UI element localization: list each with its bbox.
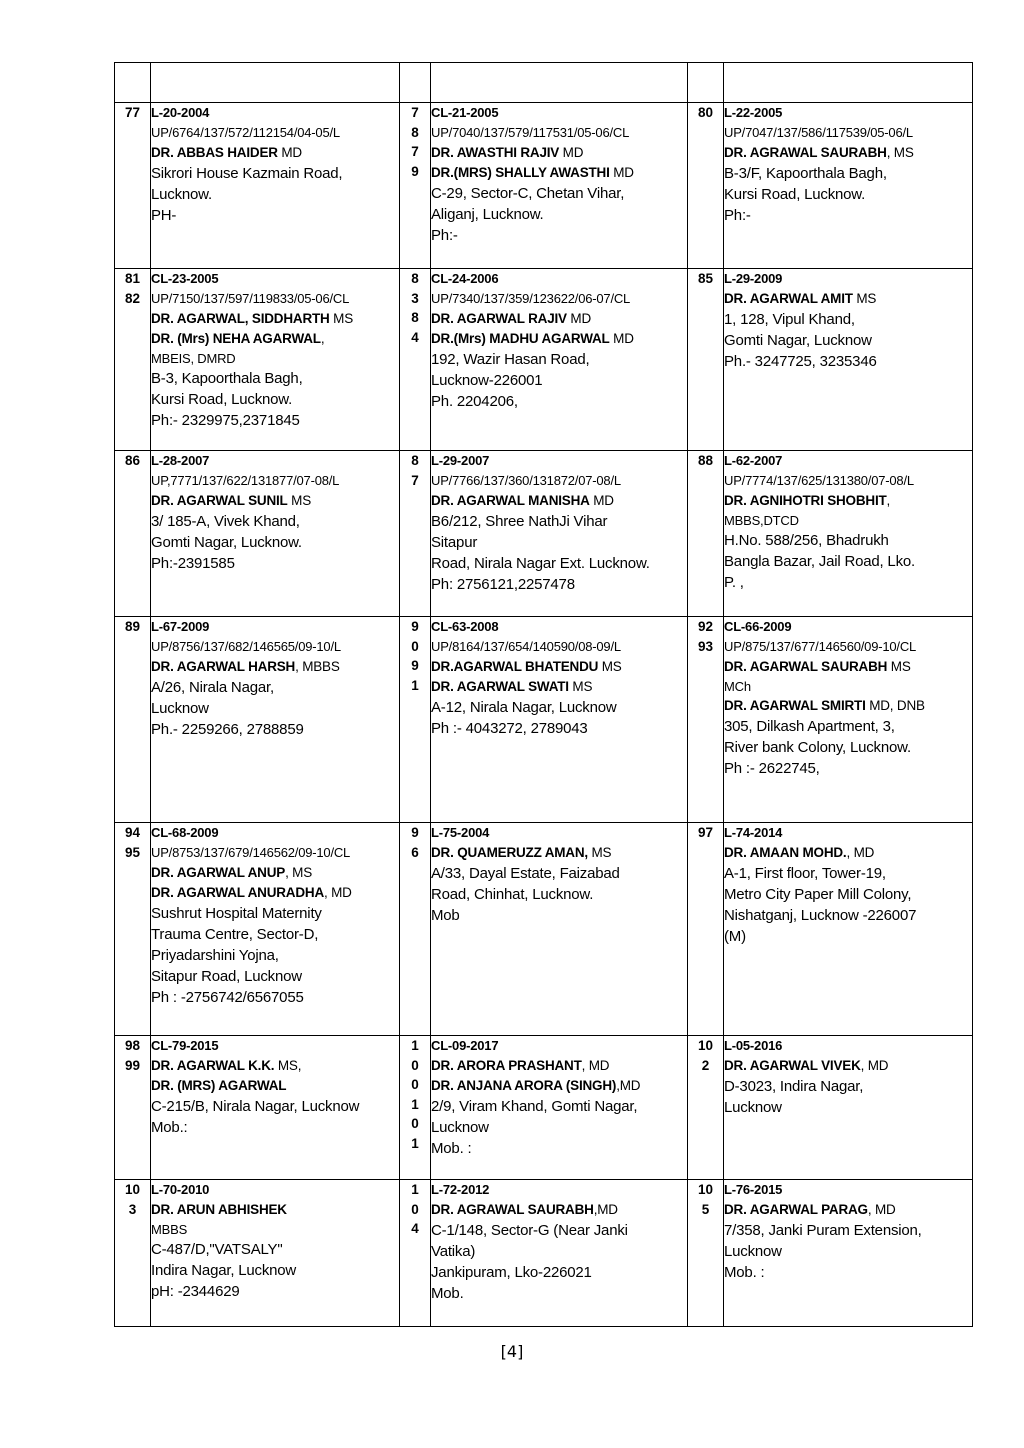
doctor-qualification: , MD [581, 1058, 610, 1073]
doctor-name [431, 491, 687, 511]
doctor-entry [431, 269, 688, 451]
doctor-entry [431, 63, 688, 103]
serial-digit: 5 [701, 1201, 710, 1217]
doctor-name [431, 1056, 687, 1076]
license-code: L-75-2004 [431, 825, 490, 840]
license-code: L-28-2007 [151, 453, 210, 468]
doctor-name-bold: DR.(Mrs) MADHU AGARWAL [431, 331, 610, 346]
doctor-name-bold: DR.(MRS) SHALLY AWASTHI [431, 165, 610, 180]
serial-digit: 7 [411, 472, 419, 488]
doctor-name-bold: DR. (Mrs) NEHA AGARWAL [151, 331, 321, 346]
doctor-name-bold: DR. AGARWAL SWATI [431, 679, 569, 694]
address-line: Lucknow. [151, 186, 212, 203]
doctor-qualification: MS [587, 845, 612, 860]
address-line: Road, Nirala Nagar Ext. Lucknow. [431, 555, 650, 572]
doctor-qualification: MS [598, 659, 622, 674]
address-line: Priyadarshini Yojna, [151, 947, 279, 964]
doctor-qualification: MD [609, 165, 634, 180]
directory-row [115, 103, 973, 269]
serial-digit: 9 [411, 619, 419, 634]
doctor-name [724, 696, 972, 716]
directory-row [115, 269, 973, 451]
address-line: A-12, Nirala Nagar, Lucknow [431, 699, 617, 716]
address-line: Mob.: [151, 1119, 188, 1136]
serial-digit: 1 [411, 1135, 419, 1151]
address-line: Mob. [431, 1285, 464, 1302]
doctor-name [724, 843, 972, 863]
serial-digit: 89 [124, 619, 141, 634]
address-line: 2/9, Viram Khand, Gomti Nagar, [431, 1098, 638, 1115]
doctor-qualification: , MS [285, 865, 313, 880]
doctor-entry [724, 1180, 973, 1327]
license-code: L-72-2012 [431, 1182, 490, 1197]
address-line: Gomti Nagar, Lucknow. [151, 534, 302, 551]
serial-digit: 98 [124, 1038, 141, 1053]
serial-digit: 4 [411, 329, 419, 345]
address-line: B-3/F, Kapoorthala Bagh, [724, 165, 887, 182]
registration-number: UP/7774/137/625/131380/07-08/L [724, 473, 914, 488]
doctor-name-bold: DR. AGRAWAL SAURABH [724, 145, 887, 160]
address-line: Sitapur Road, Lucknow [151, 968, 302, 985]
doctor-entry [431, 617, 688, 823]
address-line: B-3, Kapoorthala Bagh, [151, 370, 303, 387]
address-line: Bangla Bazar, Jail Road, Lko. [724, 553, 915, 570]
doctor-entry [431, 451, 688, 617]
doctor-entry [724, 269, 973, 451]
serial-digit: 3 [411, 290, 419, 306]
doctor-name [431, 143, 687, 163]
address-line: Lucknow [431, 1119, 489, 1136]
serial-number [115, 1180, 151, 1327]
doctor-entry [151, 103, 400, 269]
doctor-name [151, 657, 399, 677]
directory-row [115, 63, 973, 103]
doctor-name [431, 657, 687, 677]
directory-body [115, 63, 973, 1327]
doctor-name-bold: DR. AGNIHOTRI SHOBHIT [724, 493, 887, 508]
address-line: H.No. 588/256, Bhadrukh [724, 532, 889, 549]
serial-digit: 6 [411, 844, 419, 860]
doctor-name [431, 1076, 687, 1096]
registration-number: UP,7771/137/622/131877/07-08/L [151, 473, 340, 488]
doctor-name [431, 163, 687, 183]
registration-number: UP/8756/137/682/146565/09-10/L [151, 639, 341, 654]
doctor-name-bold: DR. AGARWAL MANISHA [431, 493, 590, 508]
doctor-name-bold: DR. AGRAWAL SAURABH [431, 1202, 594, 1217]
serial-digit: 8 [411, 124, 419, 140]
address-line: Mob [431, 907, 460, 924]
address-line: Ph:- 2329975,2371845 [151, 412, 300, 429]
serial-digit: 7 [411, 105, 419, 120]
serial-digit: 97 [697, 825, 714, 840]
doctor-entry [151, 269, 400, 451]
doctor-entry [724, 103, 973, 269]
doctor-qualification: , MD [846, 845, 875, 860]
address-line: Ph : -2756742/6567055 [151, 989, 304, 1006]
doctor-name-bold: DR. AGARWAL AMIT [724, 291, 853, 306]
doctor-qualification: MD [559, 145, 584, 160]
registration-number: UP/875/137/677/146560/09-10/CL [724, 639, 917, 654]
serial-digit: 95 [124, 844, 141, 860]
serial-digit: 81 [124, 271, 141, 286]
address-line: Ph :- 2622745, [724, 760, 820, 777]
directory-row [115, 1180, 973, 1327]
registration-number: UP/7150/137/597/119833/05-06/CL [151, 291, 350, 306]
serial-digit: 1 [411, 677, 419, 693]
serial-number [688, 103, 724, 269]
address-line: Kursi Road, Lucknow. [151, 391, 293, 408]
address-line: Mob. : [431, 1140, 472, 1157]
serial-digit: 80 [697, 105, 714, 120]
registration-number: UP/7040/137/579/117531/05-06/CL [431, 125, 630, 140]
address-line: Lucknow [724, 1243, 782, 1260]
doctor-name-bold: DR. AGARWAL SAURABH [724, 659, 888, 674]
serial-digit: 88 [697, 453, 714, 468]
doctor-entry [724, 63, 973, 103]
license-code: L-29-2007 [431, 453, 490, 468]
doctor-qualification: , [886, 493, 891, 508]
serial-number [115, 103, 151, 269]
serial-digit: 93 [697, 638, 714, 654]
registration-number: UP/8753/137/679/146562/09-10/CL [151, 845, 351, 860]
address-line: Sitapur [431, 534, 478, 551]
doctor-entry [151, 451, 400, 617]
address-line: Ph.- 3247725, 3235346 [724, 353, 877, 370]
doctor-qualification: , [320, 331, 325, 346]
serial-number [400, 1180, 431, 1327]
address-line: 7/358, Janki Puram Extension, [724, 1222, 922, 1239]
doctor-name [431, 843, 687, 863]
doctor-name [151, 883, 399, 903]
address-line: D-3023, Indira Nagar, [724, 1078, 864, 1095]
address-line: Jankipuram, Lko-226021 [431, 1264, 592, 1281]
serial-number [688, 1036, 724, 1180]
serial-number [688, 617, 724, 823]
directory-row [115, 823, 973, 1036]
address-line: Ph.- 2259266, 2788859 [151, 721, 304, 738]
doctor-name [151, 863, 399, 883]
doctor-entry [724, 451, 973, 617]
license-code: CL-21-2005 [431, 105, 499, 120]
doctor-name-bold: DR. ARORA PRASHANT [431, 1058, 582, 1073]
doctor-qualification: MD [589, 493, 614, 508]
doctor-qualification: MS, [274, 1058, 302, 1073]
doctor-name [151, 491, 399, 511]
address-line: C-29, Sector-C, Chetan Vihar, [431, 185, 625, 202]
doctor-qualification: MD [566, 311, 592, 326]
doctor-qualification: , MD [860, 1058, 889, 1073]
serial-digit: 1 [411, 1182, 419, 1197]
doctor-entry [151, 63, 400, 103]
doctor-name-bold: DR. ABBAS HAIDER [151, 145, 278, 160]
license-code: L-67-2009 [151, 619, 210, 634]
doctor-name [724, 657, 972, 677]
doctor-entry [151, 617, 400, 823]
address-line: Sikrori House Kazmain Road, [151, 165, 343, 182]
address-line: PH- [151, 207, 177, 224]
serial-digit: 1 [411, 1038, 419, 1053]
address-line: Lucknow [151, 700, 209, 717]
doctor-name [151, 309, 399, 329]
serial-number [400, 269, 431, 451]
doctor-name-bold: DR. AGARWAL SUNIL [151, 493, 288, 508]
doctor-qualification: MS [887, 659, 911, 674]
address-line: Lucknow [724, 1099, 782, 1116]
doctor-qualification: MS [568, 679, 593, 694]
doctor-qualification: , MD [867, 1202, 896, 1217]
doctor-name [431, 677, 687, 697]
address-line: Mob. : [724, 1264, 765, 1281]
serial-digit: 3 [128, 1201, 137, 1217]
serial-digit: 92 [697, 619, 714, 634]
doctor-name [431, 329, 687, 349]
license-code: L-70-2010 [151, 1182, 210, 1197]
address-line: C-215/B, Nirala Nagar, Lucknow [151, 1098, 360, 1115]
directory-row [115, 451, 973, 617]
address-line: Ph: 2756121,2257478 [431, 576, 575, 593]
address-line: Gomti Nagar, Lucknow [724, 332, 872, 349]
doctor-entry [431, 103, 688, 269]
serial-digit: 8 [411, 310, 419, 325]
license-code: L-76-2015 [724, 1182, 783, 1197]
serial-number [115, 617, 151, 823]
address-line: 192, Wazir Hasan Road, [431, 351, 590, 368]
doctor-entry [151, 1180, 400, 1327]
address-line: Ph. 2204206, [431, 393, 518, 410]
license-code: L-05-2016 [724, 1038, 783, 1053]
doctor-entry [431, 823, 688, 1036]
page-number: [4] [500, 1342, 524, 1361]
license-code: CL-23-2005 [151, 271, 219, 286]
address-line: 3/ 185-A, Vivek Khand, [151, 513, 300, 530]
doctor-name [724, 1056, 972, 1076]
serial-number [688, 63, 724, 103]
address-line: C-1/148, Sector-G (Near Janki [431, 1222, 628, 1239]
doctor-name [431, 1200, 687, 1220]
address-line: A/33, Dayal Estate, Faizabad [431, 865, 620, 882]
address-line: A-1, First floor, Tower-19, [724, 865, 886, 882]
registration-number: UP/7340/137/359/123622/06-07/CL [431, 291, 631, 306]
serial-number [400, 103, 431, 269]
doctor-name-bold: DR. (MRS) AGARWAL [151, 1078, 287, 1093]
doctor-name-bold: DR. AGARWAL RAJIV [431, 311, 567, 326]
doctor-name [724, 1200, 972, 1220]
address-line: 305, Dilkash Apartment, 3, [724, 718, 895, 735]
doctor-entry [431, 1180, 688, 1327]
doctor-entry [724, 617, 973, 823]
serial-digit: 9 [411, 163, 419, 179]
serial-digit: 7 [411, 144, 419, 159]
doctor-name-bold: DR.AGARWAL BHATENDU [431, 659, 599, 674]
doctor-name-bold: DR. ANJANA ARORA (SINGH) [431, 1078, 617, 1093]
doctor-name-bold: DR. AGARWAL ANUP [151, 865, 286, 880]
serial-number [688, 451, 724, 617]
address-line: River bank Colony, Lucknow. [724, 739, 911, 756]
doctor-qualification: , MD [324, 885, 352, 900]
serial-digit: 10 [697, 1182, 714, 1197]
doctor-name-bold: DR. AGARWAL, SIDDHARTH [151, 311, 330, 326]
serial-digit: 77 [124, 105, 141, 120]
serial-digit: 0 [411, 1057, 419, 1073]
serial-digit: 0 [411, 638, 419, 654]
license-code: CL-66-2009 [724, 619, 792, 634]
serial-digit: 1 [411, 1096, 419, 1112]
doctor-name-bold: DR. AGARWAL ANURADHA [151, 885, 324, 900]
doctor-qualification: MS [287, 493, 312, 508]
serial-digit: 8 [411, 453, 419, 468]
address-line: Sushrut Hospital Maternity [151, 905, 322, 922]
doctor-qualification: , MS [886, 145, 914, 160]
serial-number [688, 823, 724, 1036]
doctor-entry [431, 1036, 688, 1180]
serial-digit: 10 [697, 1038, 714, 1053]
qualification-line: MCh [724, 679, 751, 694]
license-code: CL-24-2006 [431, 271, 499, 286]
doctor-entry [151, 1036, 400, 1180]
serial-number [115, 269, 151, 451]
address-line: Vatika) [431, 1243, 476, 1260]
serial-digit: 0 [411, 1116, 419, 1131]
serial-number [115, 1036, 151, 1180]
doctor-name-bold: DR. AGARWAL HARSH [151, 659, 296, 674]
directory-table [114, 62, 973, 1327]
doctor-qualification: MS [852, 291, 877, 306]
serial-digit: 85 [697, 271, 714, 286]
doctor-name [151, 143, 399, 163]
address-line: Metro City Paper Mill Colony, [724, 886, 912, 903]
doctor-entry [724, 823, 973, 1036]
doctor-entry [151, 823, 400, 1036]
serial-digit: 8 [411, 271, 419, 286]
serial-number [115, 823, 151, 1036]
doctor-name-bold: DR. QUAMERUZZ AMAN, [431, 845, 588, 860]
doctor-qualification: , MBBS [295, 659, 340, 674]
address-line: P. , [724, 574, 744, 591]
license-code: L-74-2014 [724, 825, 783, 840]
doctor-name-bold: DR. AGARWAL VIVEK [724, 1058, 861, 1073]
address-line: (M) [724, 928, 746, 945]
serial-number [115, 451, 151, 617]
doctor-name [724, 491, 972, 511]
license-code: CL-79-2015 [151, 1038, 219, 1053]
serial-digit: 2 [701, 1057, 710, 1073]
registration-number: UP/6764/137/572/112154/04-05/L [151, 125, 340, 140]
serial-digit: 9 [411, 825, 419, 840]
address-line: 1, 128, Vipul Khand, [724, 311, 855, 328]
doctor-name [724, 143, 972, 163]
qualification-line: MBEIS, DMRD [151, 351, 236, 366]
registration-number: UP/8164/137/654/140590/08-09/L [431, 639, 621, 654]
address-line: pH: -2344629 [151, 1283, 240, 1300]
doctor-name [151, 1076, 399, 1096]
license-code: L-20-2004 [151, 105, 210, 120]
serial-digit: 0 [411, 1077, 419, 1092]
address-line: Lucknow-226001 [431, 372, 543, 389]
doctor-name [151, 1200, 399, 1220]
doctor-qualification: MD [277, 145, 302, 160]
address-line: Aliganj, Lucknow. [431, 206, 544, 223]
serial-digit: 94 [124, 825, 141, 840]
serial-digit: 82 [124, 290, 141, 306]
address-line: Road, Chinhat, Lucknow. [431, 886, 594, 903]
directory-row [115, 1036, 973, 1180]
address-line: Kursi Road, Lucknow. [724, 186, 866, 203]
doctor-name [151, 1056, 399, 1076]
doctor-name-bold: DR. AGARWAL PARAG [724, 1202, 868, 1217]
address-line: Nishatganj, Lucknow -226007 [724, 907, 917, 924]
serial-number [400, 451, 431, 617]
serial-digit: 10 [124, 1182, 141, 1197]
serial-digit: 0 [411, 1201, 419, 1217]
serial-number [400, 1036, 431, 1180]
doctor-entry [724, 1036, 973, 1180]
address-line: Ph:-2391585 [151, 555, 235, 572]
address-line: Trauma Centre, Sector-D, [151, 926, 319, 943]
doctor-name-bold: DR. AWASTHI RAJIV [431, 145, 560, 160]
doctor-name-bold: DR. AMAAN MOHD. [724, 845, 847, 860]
doctor-qualification: ,MD [593, 1202, 618, 1217]
serial-digit: 9 [411, 658, 419, 673]
directory-row [115, 617, 973, 823]
doctor-name-bold: DR. ARUN ABHISHEK [151, 1202, 287, 1217]
doctor-name [724, 289, 972, 309]
license-code: L-62-2007 [724, 453, 783, 468]
serial-number [688, 1180, 724, 1327]
doctor-qualification: MD, DNB [865, 698, 925, 713]
registration-number: UP/7766/137/360/131872/07-08/L [431, 473, 621, 488]
registration-number: UP/7047/137/586/117539/05-06/L [724, 125, 913, 140]
qualification-line: MBBS,DTCD [724, 513, 799, 528]
serial-number [400, 617, 431, 823]
address-line: C-487/D,"VATSALY" [151, 1241, 283, 1258]
address-line: Indira Nagar, Lucknow [151, 1262, 297, 1279]
license-code: CL-68-2009 [151, 825, 219, 840]
license-code: CL-63-2008 [431, 619, 499, 634]
serial-digit: 86 [124, 453, 141, 468]
address-line: Ph :- 4043272, 2789043 [431, 720, 588, 737]
serial-number [400, 63, 431, 103]
qualification-line: MBBS [151, 1222, 188, 1237]
license-code: L-29-2009 [724, 271, 783, 286]
serial-digit: 4 [411, 1221, 419, 1236]
serial-number [400, 823, 431, 1036]
address-line: Ph:- [431, 227, 458, 244]
doctor-name [151, 329, 399, 349]
doctor-qualification: MD [609, 331, 634, 346]
license-code: CL-09-2017 [431, 1038, 499, 1053]
address-line: A/26, Nirala Nagar, [151, 679, 274, 696]
doctor-name-bold: DR. AGARWAL SMIRTI [724, 698, 866, 713]
doctor-name-bold: DR. AGARWAL K.K. [151, 1058, 275, 1073]
doctor-qualification: MS [329, 311, 354, 326]
address-line: B6/212, Shree NathJi Vihar [431, 513, 608, 530]
serial-number [115, 63, 151, 103]
serial-number [688, 269, 724, 451]
doctor-qualification: ,MD [616, 1078, 641, 1093]
license-code: L-22-2005 [724, 105, 783, 120]
doctor-name [431, 309, 687, 329]
serial-digit: 99 [124, 1057, 141, 1073]
address-line: Ph:- [724, 207, 751, 224]
